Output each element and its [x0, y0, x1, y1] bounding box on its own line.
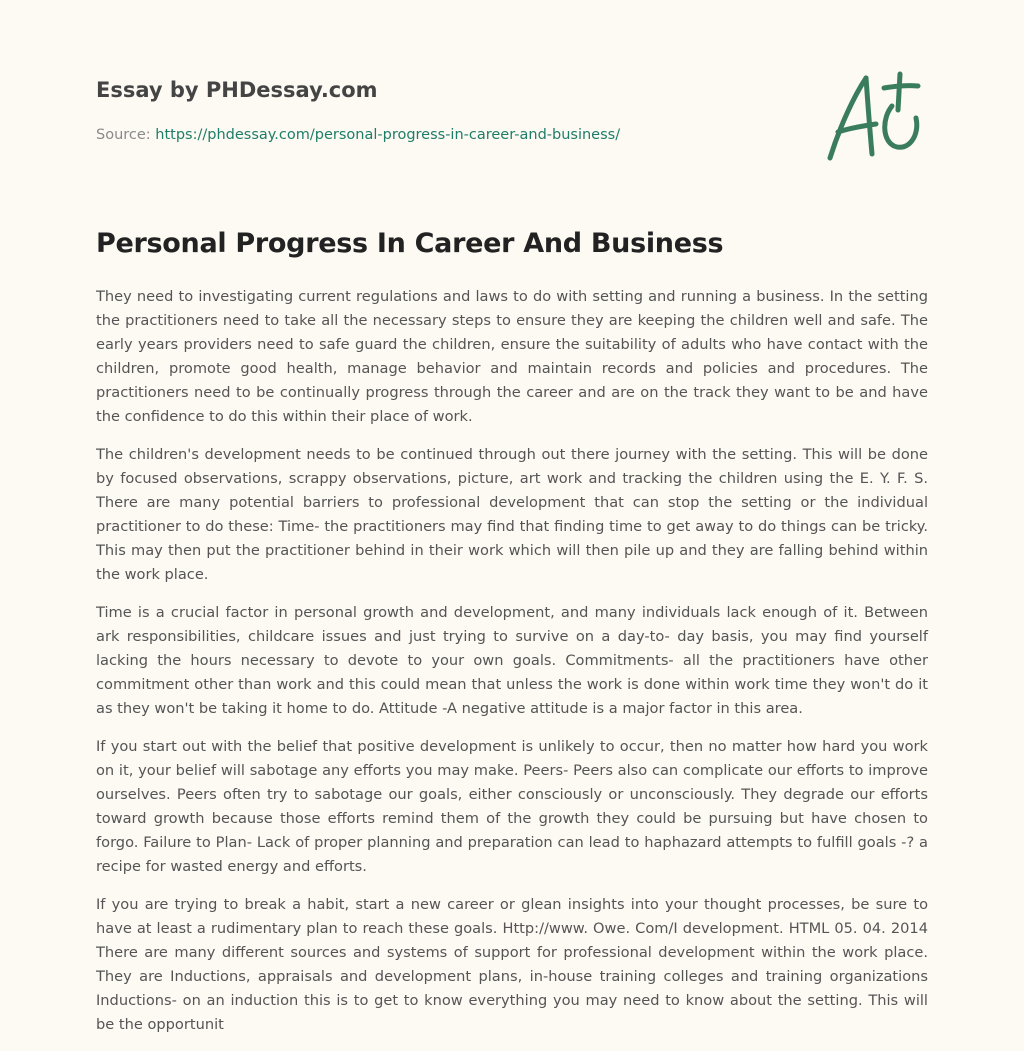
- essay-paragraph: If you are trying to break a habit, start a new career or glean insights into your thought processes, be sure to have at least a rudimentary plan to reach these goals. Http://www. Owe. Com/I development. HTML 05. 04. 2014 There are many different sources and systems of support for professional development within the work place. They are Inductions, appraisals and development plans, in-house training colleges and training organizations Inductions- on an induction this is to get to know everything you may need to know about the setting. This will be the opportunit: [96, 896, 928, 1033]
- source-link[interactable]: https://phdessay.com/personal-progress-in-career-and-business/: [155, 127, 621, 143]
- essay-paragraph: Time is a crucial factor in personal growth and development, and many individuals lack enough of it. Between ark responsibilities, childcare issues and just trying to survive on a day-to- day basis, you may find yourself lacking the hours necessary to devote to your own goals. Commitments- all the practitioners have other commitment other than work and this could mean that unless the work is done within work time they won't do it as they won't be taking it home to do. Attitude -A negative attitude is a major factor in this area.: [96, 604, 928, 717]
- essay-paragraph: If you start out with the belief that positive development is unlikely to occur, then no matter how hard you work on it, your belief will sabotage any efforts you may make. Peers- Peers also can complicate our efforts to improve ourselves. Peers often try to sabotage our goals, either consciously or unconsciously. They degrade our efforts toward growth because those efforts remind them of the growth they could be pursuing but have chosen to forgo. Failure to Plan- Lack of proper planning and preparation can lead to haphazard attempts to fulfill goals -? a recipe for wasted energy and efforts.: [96, 738, 928, 875]
- header: [96, 76, 796, 145]
- source-label: Source:: [96, 127, 156, 143]
- site-title: Essay by PHDessay.com: [96, 78, 378, 102]
- a-plus-grade-icon: [820, 66, 930, 166]
- essay-paragraph: They need to investigating current regulations and laws to do with setting and running a business. In the setting the practitioners need to take all the necessary steps to ensure they are keeping the children well and safe. The early years providers need to safe guard the children, ensure the suitability of adults who have contact with the children, promote good health, manage behavior and maintain records and policies and procedures. The practitioners need to be continually progress through the career and are on the track they want to be and have the confidence to do this within their place of work.: [96, 288, 928, 425]
- essay-paragraph: The children's development needs to be continued through out there journey with the setting. This will be done by focused observations, scrappy observations, picture, art work and tracking the children using the E. Y. F. S. There are many potential barriers to professional development that can stop the setting or the individual practitioner to do these: Time- the practitioners may find that finding time to get away to do things can be tricky. This may then put the practitioner behind in their work which will then pile up and they are falling behind within the work place.: [96, 446, 928, 583]
- essay-title: Personal Progress In Career And Business: [96, 228, 724, 259]
- source-line: [96, 125, 796, 145]
- essay-body: [96, 285, 928, 1051]
